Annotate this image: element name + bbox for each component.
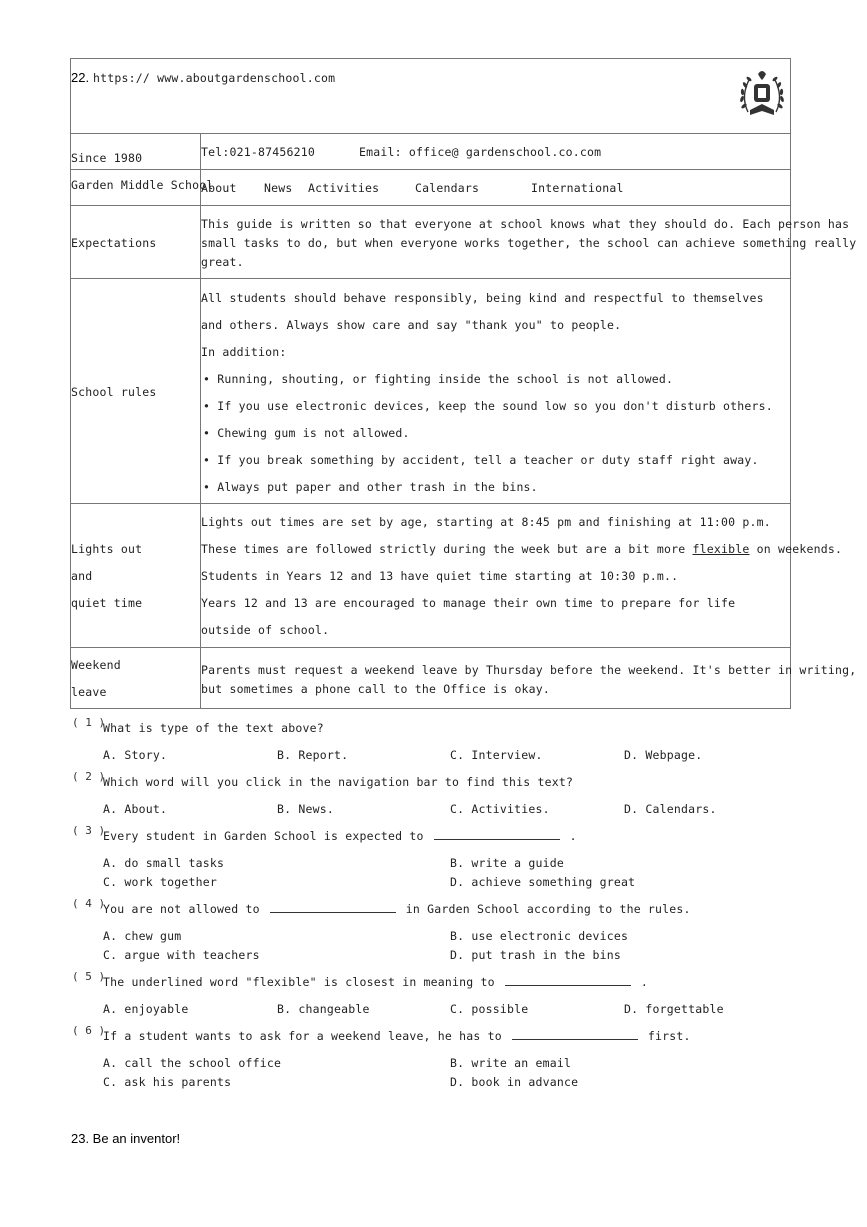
option-c[interactable]: C. Activities.	[450, 802, 550, 816]
option-a[interactable]: A. Story.	[103, 748, 168, 762]
table-divider	[71, 169, 790, 170]
nav-activities[interactable]: Activities	[308, 181, 380, 195]
option-a[interactable]: A. call the school office	[103, 1056, 282, 1070]
question-number: ( 3 )	[72, 824, 106, 837]
row-label-weekend: Weekend	[71, 658, 121, 672]
row-label-and: and	[71, 569, 93, 583]
underlined-word-flexible: flexible	[692, 542, 750, 556]
expectations-text-line: great.	[201, 255, 244, 269]
option-d[interactable]: D. achieve something great	[450, 875, 636, 889]
option-b[interactable]: B. write an email	[450, 1056, 572, 1070]
option-a[interactable]: A. chew gum	[103, 929, 182, 943]
rule-bullet: • If you use electronic devices, keep the sound low so you don't disturb others.	[203, 399, 773, 413]
next-section-heading: 23. Be an inventor!	[71, 1131, 181, 1146]
option-b[interactable]: B. Report.	[277, 748, 349, 762]
option-c[interactable]: C. argue with teachers	[103, 948, 260, 962]
rule-bullet: • If you break something by accident, tell a teacher or duty staff right away.	[203, 453, 759, 467]
option-d[interactable]: D. Calendars.	[624, 802, 717, 816]
question-text: The underlined word "flexible" is closest in meaning to .	[103, 975, 648, 989]
row-label-lights-out: Lights out	[71, 542, 143, 556]
weekend-text-line: but sometimes a phone call to the Office is okay.	[201, 682, 551, 696]
option-b[interactable]: B. News.	[277, 802, 334, 816]
row-label-quiet-time: quiet time	[71, 596, 143, 610]
table-divider	[71, 133, 790, 134]
question-text: If a student wants to ask for a weekend leave, he has to first.	[103, 1029, 691, 1043]
row-label-school-rules: School rules	[71, 385, 157, 399]
row-label-expectations: Expectations	[71, 236, 157, 250]
email[interactable]: Email: office@ gardenschool.co.com	[359, 145, 602, 159]
question-text: You are not allowed to in Garden School according to the rules.	[103, 902, 691, 916]
row-label-leave: leave	[71, 685, 107, 699]
nav-international[interactable]: International	[531, 181, 624, 195]
nav-news[interactable]: News	[264, 181, 293, 195]
website-url[interactable]: https:// www.aboutgardenschool.com	[93, 71, 336, 85]
option-b[interactable]: B. write a guide	[450, 856, 564, 870]
option-c[interactable]: C. work together	[103, 875, 217, 889]
question-number: ( 2 )	[72, 770, 106, 783]
rule-bullet: • Always put paper and other trash in the bins.	[203, 480, 538, 494]
school-wreath-emblem-icon	[738, 68, 786, 122]
school-webpage-table	[70, 58, 857, 709]
telephone: Tel:021-87456210	[201, 145, 315, 159]
option-a[interactable]: A. do small tasks	[103, 856, 225, 870]
question-number: ( 4 )	[72, 897, 106, 910]
expectations-text-line: small tasks to do, but when everyone works together, the school can achieve something really	[201, 236, 857, 250]
table-divider	[71, 503, 790, 504]
question-text: Every student in Garden School is expected to .	[103, 829, 577, 843]
school-name: Garden Middle School	[71, 178, 214, 192]
option-b[interactable]: B. use electronic devices	[450, 929, 629, 943]
weekend-text-line: Parents must request a weekend leave by Thursday before the weekend. It's better in writing,	[201, 663, 857, 677]
option-c[interactable]: C. ask his parents	[103, 1075, 232, 1089]
question-number: 22.	[71, 70, 90, 85]
option-d[interactable]: D. book in advance	[450, 1075, 579, 1089]
answer-blank[interactable]	[505, 975, 631, 986]
answer-blank[interactable]	[270, 902, 396, 913]
since-label: Since 1980	[71, 151, 143, 165]
option-c[interactable]: C. possible	[450, 1002, 529, 1016]
answer-blank[interactable]	[512, 1029, 638, 1040]
rules-text-line: and others. Always show care and say "thank you" to people.	[201, 318, 622, 332]
question-number: ( 6 )	[72, 1024, 106, 1037]
lights-text-line: Years 12 and 13 are encouraged to manage their own time to prepare for life	[201, 596, 736, 610]
table-divider	[71, 205, 790, 206]
option-d[interactable]: D. put trash in the bins	[450, 948, 621, 962]
option-d[interactable]: D. forgettable	[624, 1002, 724, 1016]
rule-bullet: • Chewing gum is not allowed.	[203, 426, 410, 440]
lights-text-line: These times are followed strictly during the week but are a bit more flexible on weekends.	[201, 542, 843, 556]
nav-calendars[interactable]: Calendars	[415, 181, 480, 195]
lights-text-line: outside of school.	[201, 623, 330, 637]
table-divider	[71, 647, 790, 648]
answer-blank[interactable]	[434, 829, 560, 840]
rules-text-line: All students should behave responsibly, being kind and respectful to themselves	[201, 291, 764, 305]
rules-text-line: In addition:	[201, 345, 287, 359]
question-number: ( 1 )	[72, 716, 106, 729]
option-a[interactable]: A. enjoyable	[103, 1002, 189, 1016]
question-number: ( 5 )	[72, 970, 106, 983]
option-b[interactable]: B. changeable	[277, 1002, 370, 1016]
question-text: What is type of the text above?	[103, 721, 324, 735]
lights-text-line: Lights out times are set by age, starting at 8:45 pm and finishing at 11:00 p.m.	[201, 515, 771, 529]
option-c[interactable]: C. Interview.	[450, 748, 543, 762]
question-text: Which word will you click in the navigation bar to find this text?	[103, 775, 574, 789]
nav-about[interactable]: About	[201, 181, 237, 195]
rule-bullet: • Running, shouting, or fighting inside the school is not allowed.	[203, 372, 674, 386]
option-a[interactable]: A. About.	[103, 802, 168, 816]
lights-text-line: Students in Years 12 and 13 have quiet time starting at 10:30 p.m..	[201, 569, 679, 583]
table-divider	[71, 278, 790, 279]
expectations-text-line: This guide is written so that everyone at school knows what they should do. Each person has	[201, 217, 850, 231]
option-d[interactable]: D. Webpage.	[624, 748, 703, 762]
